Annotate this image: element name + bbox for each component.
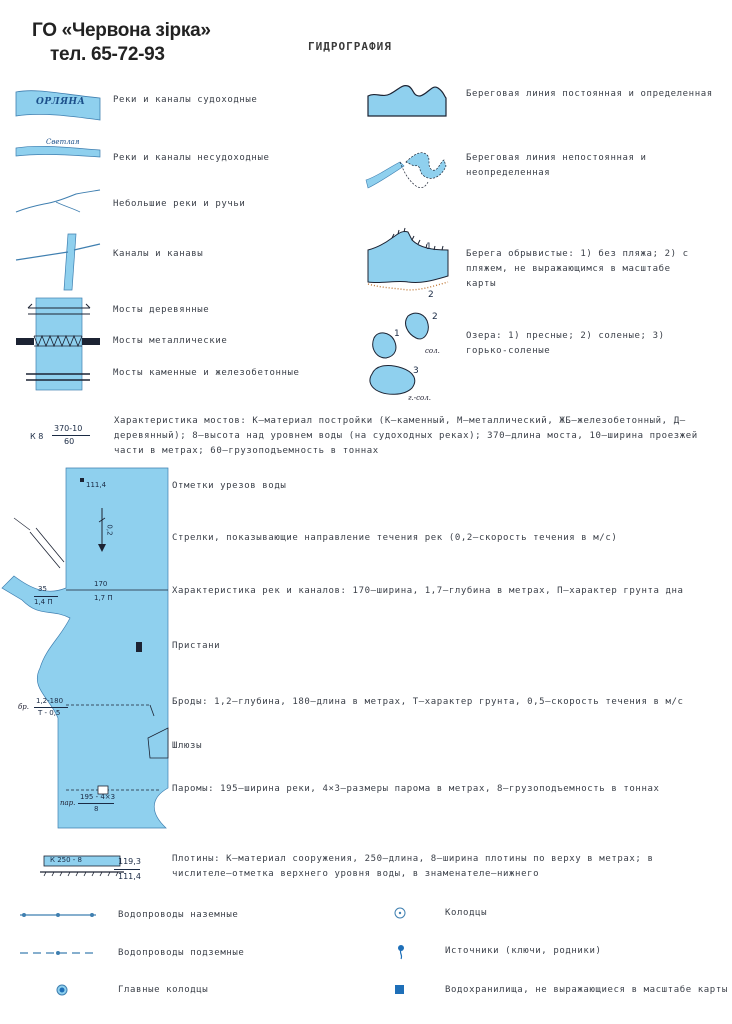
side-channel-fraction-line	[34, 596, 58, 597]
ferry-prefix: пар.	[60, 799, 76, 807]
spring-icon	[396, 944, 406, 960]
well-icon	[394, 907, 406, 919]
river-panel-illustration	[0, 468, 170, 828]
ford-top: 1,2-180	[36, 697, 64, 705]
org-name: ГО «Червона зірка»	[32, 20, 211, 41]
cliff-number-1: 1	[426, 242, 432, 252]
cliff-shore-icon	[368, 228, 448, 300]
dam-bottom-mark: 111,4	[118, 872, 141, 881]
bridge-char-denominator: 60	[64, 437, 75, 446]
lake-number-3: 3	[413, 366, 419, 376]
shore-impermanent-label: Береговая линия непостоянная и неопределенная	[466, 153, 647, 178]
bridges-icon	[16, 298, 100, 390]
lake-bitter-salt-label: г.-сол.	[408, 394, 431, 402]
navigable-river-sample: ОРЛЯНА	[36, 97, 86, 107]
dam-fraction-line	[114, 869, 140, 870]
ferries-label: Паромы: 195—ширина реки, 4×3—размеры парома в метрах, 8—грузоподъемность в тоннах	[172, 784, 660, 794]
springs-label: Источники (ключи, родники)	[445, 946, 602, 956]
legend-non-navigable-label: Реки и каналы несудоходные	[113, 153, 270, 163]
side-channel-bottom: 1,4 П	[34, 598, 53, 606]
shore-permanent-label: Береговая линия постоянная и определенная	[466, 89, 713, 99]
locks-label: Шлюзы	[172, 741, 203, 751]
arrows-label: Стрелки, показывающие направление течения рек (0,2—скорость течения в м/с)	[172, 533, 618, 543]
dam-text: Плотины: К—материал сооружения, 250—длина, 8—ширина плотины по верху в метрах; в числителе—отметка верхнего уровня воды, в знаменателе—нижнего	[172, 854, 654, 879]
dam-sign: К 250 - 8	[50, 856, 82, 864]
wells-label: Колодцы	[445, 908, 488, 918]
bridge-char-numerator: 370-10	[54, 424, 83, 433]
legend-navigable-label: Реки и каналы судоходные	[113, 95, 258, 105]
non-navigable-river-sample: Светлая	[46, 138, 80, 146]
aqueduct-above-label: Водопроводы наземные	[118, 910, 239, 920]
ferry-bottom: 8	[94, 805, 99, 813]
aqueduct-under-label: Водопроводы подземные	[118, 948, 245, 958]
cliffs-label: Берега обрывистые: 1) без пляжа; 2) с пляжем, не выражающимся в масштабе карты	[466, 249, 689, 289]
aqueduct-above-icon	[20, 912, 96, 918]
phone-number: тел. 65-72-93	[50, 44, 165, 65]
aqueduct-under-icon	[20, 950, 96, 956]
reservoir-icon	[395, 985, 404, 994]
lake-number-1: 1	[394, 329, 400, 339]
canal-icon	[16, 234, 100, 290]
river-width-top: 170	[94, 580, 108, 588]
ford-fraction-line	[34, 707, 68, 708]
bridge-char-text: Характеристика мостов: К—материал постройки (К—каменный, М—металлический, ЖБ—железобетонный, Д—деревянный); 8—высота над уровнем воды (на судоходных реках); 370—длина моста, 10—ширина проезжей части в метрах; 60—грузоподъемность в тоннах	[114, 416, 698, 456]
main-wells-label: Главные колодцы	[118, 985, 209, 995]
page-title: ГИДРОГРАФИЯ	[308, 40, 392, 53]
piers-label: Пристани	[172, 641, 221, 651]
small-river-icon	[16, 190, 100, 216]
bridge-char-prefix: К 8	[30, 432, 44, 441]
dam-top-mark: 119,3	[118, 857, 141, 866]
legend-canals-label: Каналы и канавы	[113, 249, 204, 259]
reservoirs-label: Водохранилища, не выражающиеся в масштабе карты	[445, 985, 728, 995]
lakes-label: Озера: 1) пресные; 2) соленые; 3) горько-соленые	[466, 331, 665, 356]
main-well-icon	[56, 984, 68, 996]
legend-bridge-wood-label: Мосты деревянные	[113, 305, 210, 315]
lake-number-2: 2	[432, 312, 438, 322]
legend-bridge-metal-label: Мосты металлические	[113, 336, 228, 346]
rivers-char-label: Характеристика рек и каналов: 170—ширина, 1,7—глубина в метрах, П—характер грунта дна	[172, 586, 684, 596]
legend-small-rivers-label: Небольшие реки и ручьи	[113, 199, 246, 209]
cliff-number-2: 2	[428, 290, 434, 300]
ford-bottom: Т - 0,5	[38, 709, 61, 717]
ferry-fraction-line	[78, 803, 114, 804]
shore-permanent-icon	[368, 82, 446, 116]
fords-label: Броды: 1,2—глубина, 180—длина в метрах, Т—характер грунта, 0,5—скорость течения в м/с	[172, 697, 684, 707]
bridge-char-fraction-line	[52, 435, 90, 436]
ferry-top: 195 - 4×3	[80, 793, 116, 801]
water-marks-label: Отметки урезов воды	[172, 481, 287, 491]
ford-prefix: бр.	[18, 703, 29, 711]
lake-salt-label: сол.	[425, 347, 440, 355]
shore-impermanent-icon	[366, 146, 446, 192]
side-channel-top: 35	[38, 585, 47, 593]
arrow-speed: 0,2	[105, 524, 114, 536]
river-width-bottom: 1,7 П	[94, 594, 113, 602]
water-mark-111-4: 111,4	[86, 481, 107, 489]
legend-bridge-stone-label: Мосты каменные и железобетонные	[113, 368, 300, 378]
